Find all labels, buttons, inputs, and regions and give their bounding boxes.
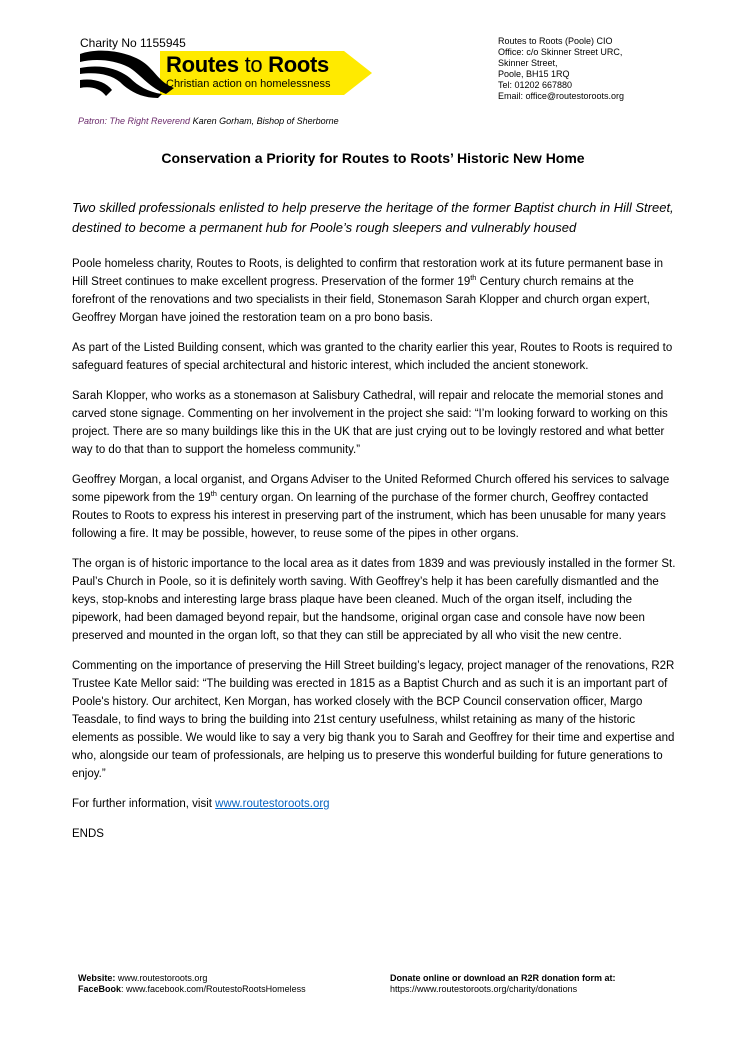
article-title: Conservation a Priority for Routes to Roots’ Historic New Home xyxy=(161,150,585,166)
address-block xyxy=(498,36,624,102)
logo-tagline: Christian action on homelessness xyxy=(166,78,331,90)
website-link[interactable]: www.routestoroots.org xyxy=(215,798,330,810)
routes-to-roots-logo xyxy=(78,48,374,98)
ends-marker: ENDS xyxy=(72,828,104,840)
article-lede: Two skilled professionals enlisted to help preserve the heritage of the former Baptist church in Hill Street, destined to become a permanent hub for Poole’s rough sleepers and vulnerably housed xyxy=(72,200,674,235)
footer-donate xyxy=(390,973,616,995)
address-line: Email: office@routestoroots.org xyxy=(498,91,625,101)
paragraph-restoration-progress: Poole homeless charity, Routes to Roots, is delighted to confirm that restoration work at its future permanent base in Hill Street continues to make excellent progress. Preservation of the former 19th Century church remains at the forefront of the renovations and two specialists in their field, Stonemason Sarah Klopper and church organ expert, Geoffrey Morgan have joined the restoration team on a pro bono basis. xyxy=(72,258,664,324)
footer-website: Website: www.routestoroots.org xyxy=(78,973,208,983)
paragraph-geoffrey-morgan: Geoffrey Morgan, a local organist, and Organs Adviser to the United Reformed Church offered his services to salvage some pipework from the 19th century organ. On learning of the purchase of the former church, Geoffrey contacted Routes to Roots to express his interest in preserving part of the instrument, which has been unusable for many years following a fire. It may be possible, however, to reuse some of the pipes in other organs. xyxy=(72,474,670,540)
address-line: Poole, BH15 1RQ xyxy=(498,69,570,79)
patron-line: Patron: The Right Reverend Karen Gorham, Bishop of Sherborne xyxy=(78,116,339,126)
article-body xyxy=(72,255,678,855)
footer-facebook: FaceBook: www.facebook.com/RoutestoRootsHomeless xyxy=(78,984,306,994)
address-line: Routes to Roots (Poole) CIO xyxy=(498,36,613,46)
address-line: Skinner Street, xyxy=(498,58,558,68)
paragraph-further-info: For further information, visit www.routestoroots.org xyxy=(72,798,330,810)
footer-donate-url: https://www.routestoroots.org/charity/donations xyxy=(390,984,578,994)
paragraph-sarah-klopper: Sarah Klopper, who works as a stonemason at Salisbury Cathedral, will repair and relocate the memorial stones and carved stone signage. Commenting on her involvement in the project she said: “I’m looking forward to working on this project. There are so many buildings like this in the UK that are just crying out to be lovingly restored and what better way to do that than to support the homeless community.” xyxy=(72,390,668,456)
address-line: Tel: 01202 667880 xyxy=(498,80,573,90)
paragraph-listed-building: As part of the Listed Building consent, which was granted to the charity earlier this year, Routes to Roots is required to safeguard features of special architectural and historic interest, which included the ancient stonework. xyxy=(72,342,673,372)
paragraph-organ-history: The organ is of historic importance to the local area as it dates from 1839 and was previously installed in the former St. Paul’s Church in Poole, so it is definitely worth saving. With Geoffrey’s help it has been carefully dismantled and the keys, stop-knobs and interesting large brass plaque have been cleaned. Much of the organ itself, including the pipework, had been damaged beyond repair, but the handsome, original organ case and console have now been preserved and mounted in the organ loft, so that they can still be appreciated by all who visit the new centre. xyxy=(72,558,676,642)
charity-number: Charity No 1155945 xyxy=(80,36,186,50)
address-line: Office: c/o Skinner Street URC, xyxy=(498,47,623,57)
paragraph-kate-mellor-quote: Commenting on the importance of preserving the Hill Street building’s legacy, project manager of the renovations, R2R Trustee Kate Mellor said: “The building was erected in 1815 as a Baptist Church and as such it is an important part of Poole's history. Our architect, Ken Morgan, has worked closely with the BCP Council conservation officer, Margo Teasdale, to find ways to bring the building into 21st century usefulness, whilst retaining as many of the historic elements as possible. We would like to say a very big thank you to Sarah and Geoffrey for their time and expertise and who, alongside our team of professionals, are helping us to preserve this wonderful building for future generations to enjoy.” xyxy=(72,660,675,780)
footer-contact xyxy=(78,973,306,995)
footer-donate-label: Donate online or download an R2R donation form at: xyxy=(390,973,616,983)
logo-brand-name: Routes to Roots xyxy=(166,52,329,77)
